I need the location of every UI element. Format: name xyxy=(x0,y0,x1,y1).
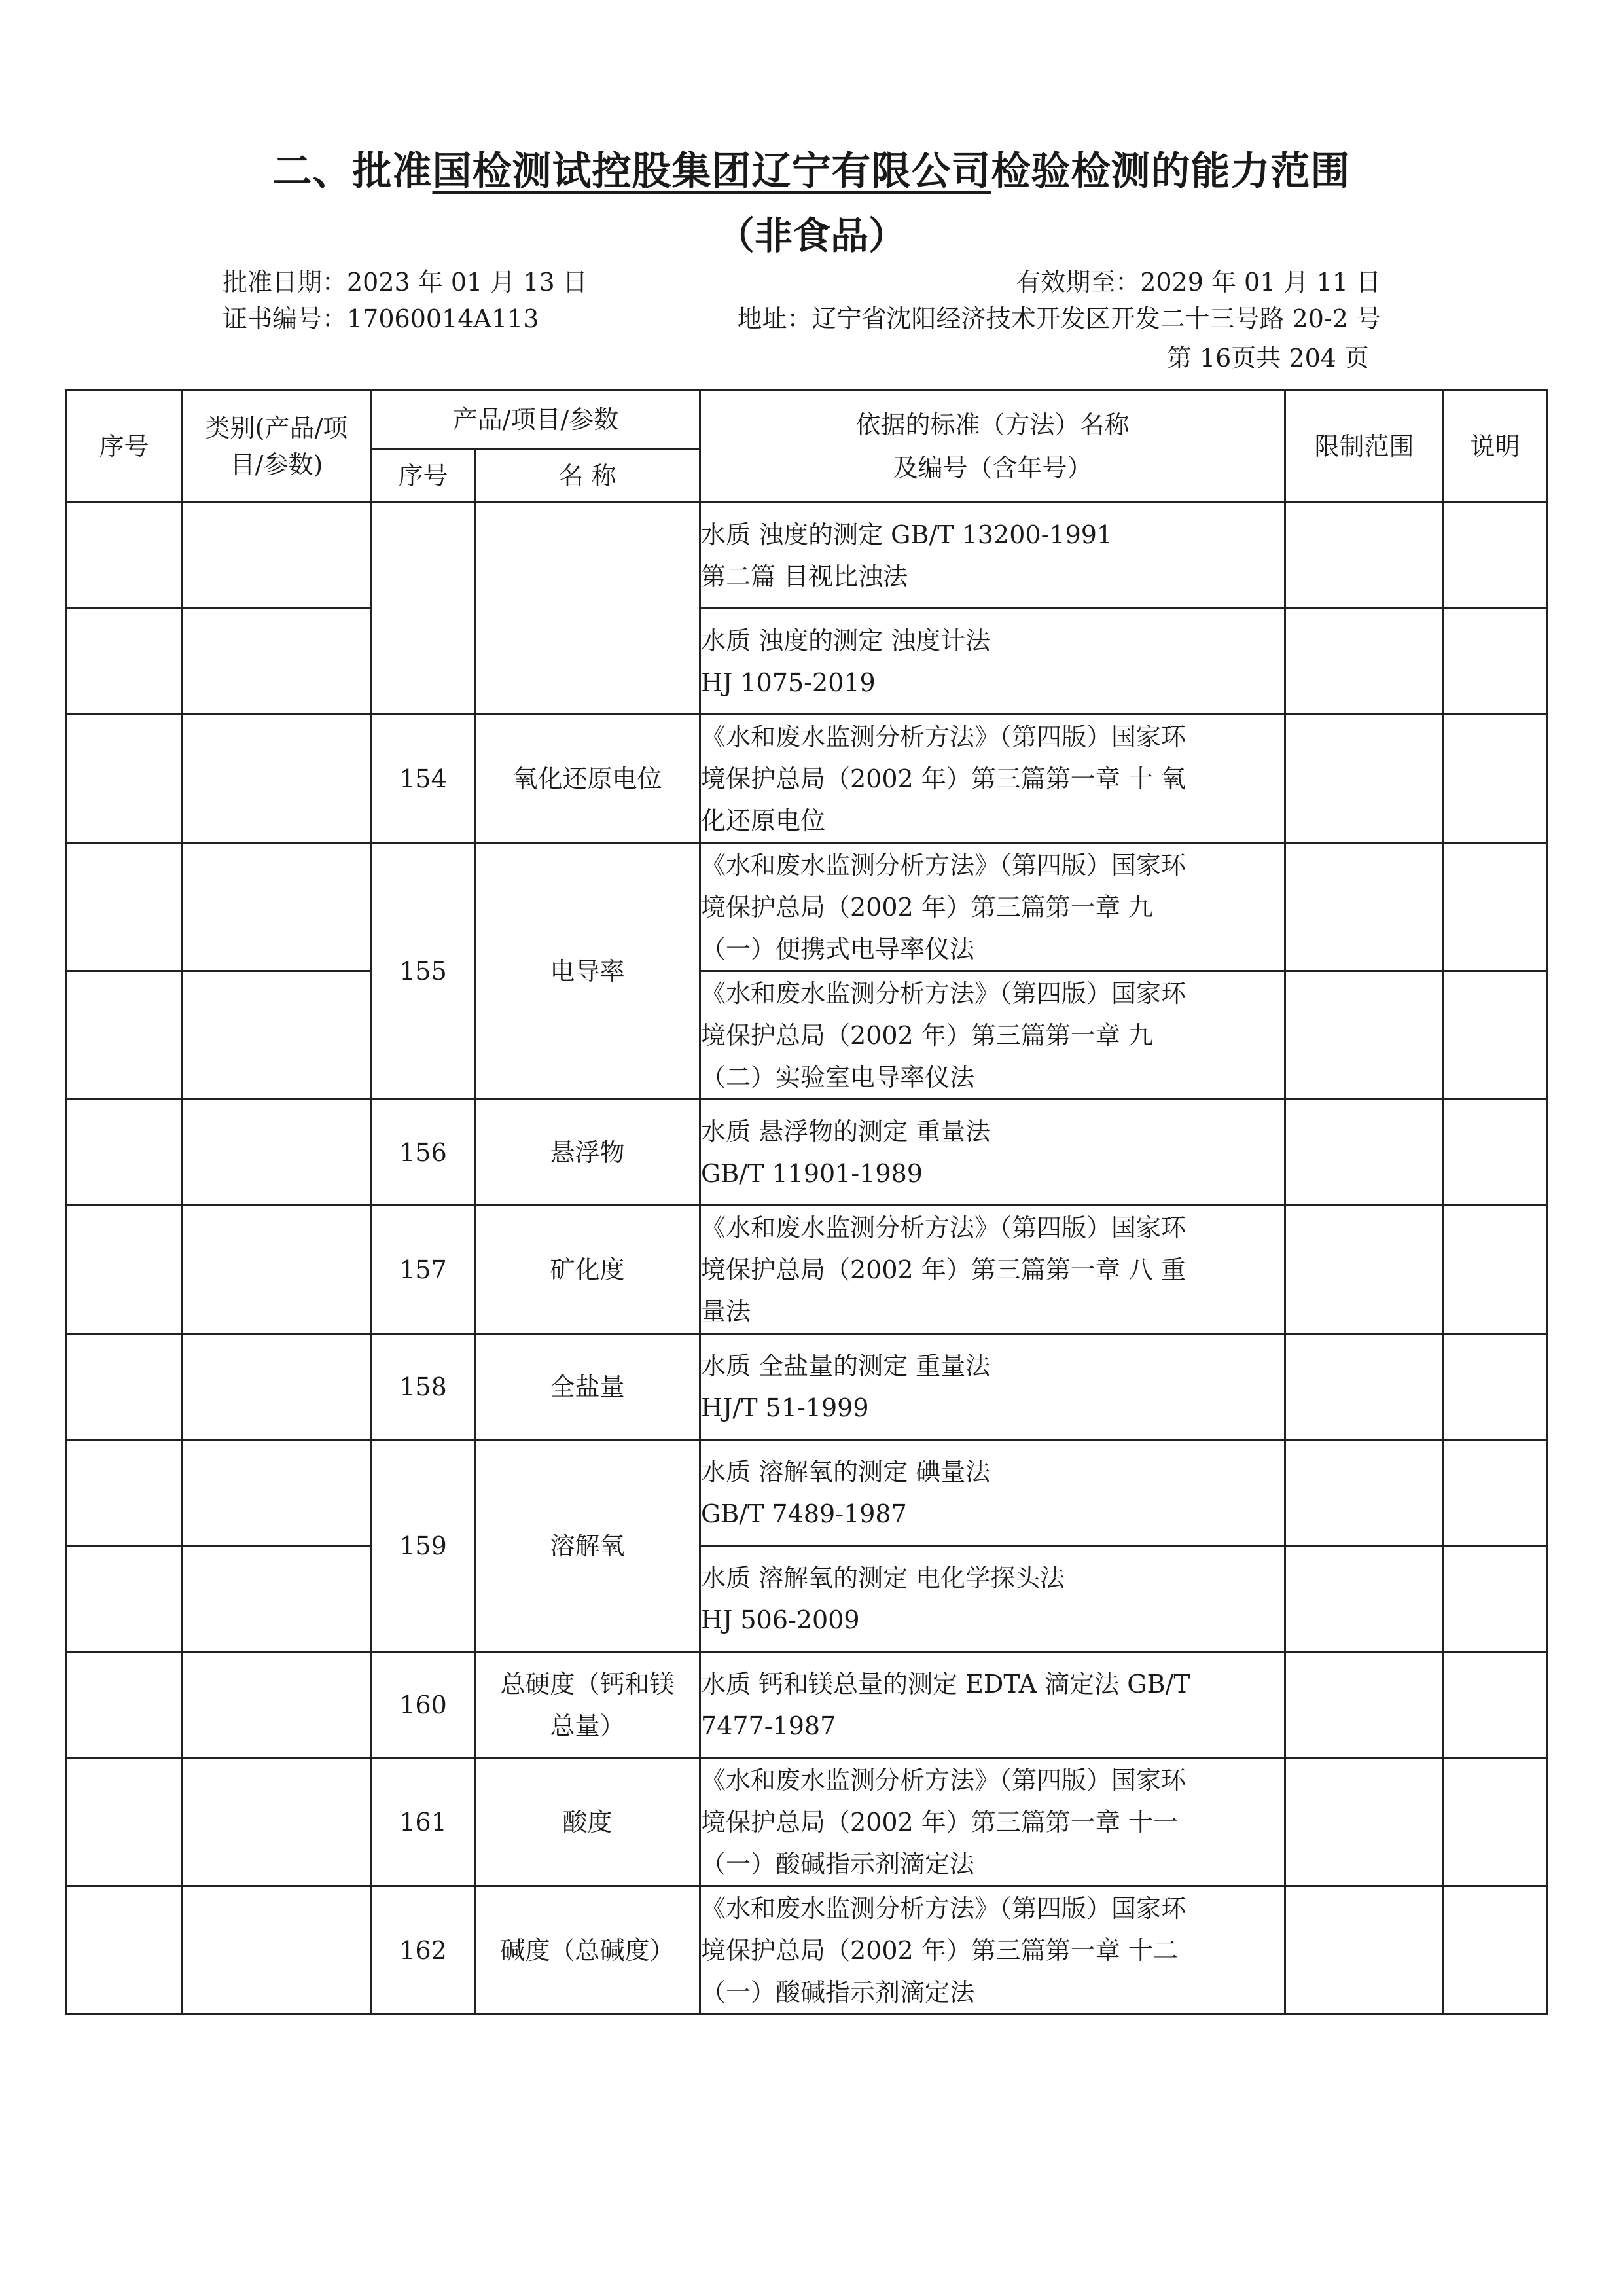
limit-cell xyxy=(1285,715,1444,843)
item-name xyxy=(475,1652,700,1758)
standard-cell xyxy=(700,1758,1285,1886)
limit-cell xyxy=(1285,609,1444,715)
header-note: 说明 xyxy=(1444,390,1547,503)
limit-cell xyxy=(1285,1100,1444,1206)
item-name xyxy=(475,1758,700,1886)
seq-cell xyxy=(67,1100,182,1206)
note-cell xyxy=(1444,971,1547,1100)
category-cell xyxy=(182,843,372,971)
limit-cell xyxy=(1285,1546,1444,1652)
page-title xyxy=(0,145,1623,198)
item-number: 158 xyxy=(372,1334,475,1440)
title-prefix: 二、批准 xyxy=(272,149,433,194)
item-name-line: 总硬度（钙和镁 xyxy=(500,1669,675,1698)
standard-line: 量法 xyxy=(701,1297,751,1326)
header-standard xyxy=(700,390,1285,503)
category-cell xyxy=(182,1886,372,2015)
seq-cell xyxy=(67,971,182,1100)
standard-line: 境保护总局（2002 年）第三篇第一章 九 xyxy=(701,1020,1153,1050)
note-cell xyxy=(1444,503,1547,609)
item-number: 162 xyxy=(372,1886,475,2015)
page-subtitle: （非食品） xyxy=(716,213,906,258)
standard-line: 水质 全盐量的测定 重量法 xyxy=(701,1351,991,1380)
table-row xyxy=(67,1758,1547,1886)
seq-cell xyxy=(67,609,182,715)
standard-line: 境保护总局（2002 年）第三篇第一章 八 重 xyxy=(701,1255,1186,1284)
table-row xyxy=(67,715,1547,843)
table-body xyxy=(67,503,1547,2015)
item-name xyxy=(475,503,700,715)
page-number: 第 16页共 204 页 xyxy=(1166,344,1369,372)
category-cell xyxy=(182,503,372,609)
limit-cell xyxy=(1285,1758,1444,1886)
item-number: 156 xyxy=(372,1100,475,1206)
item-name xyxy=(475,1100,700,1206)
standard-cell xyxy=(700,1440,1285,1546)
note-cell xyxy=(1444,843,1547,971)
standard-line: 《水和废水监测分析方法》（第四版）国家环 xyxy=(701,1765,1186,1795)
note-cell xyxy=(1444,1334,1547,1440)
table-row xyxy=(67,843,1547,971)
seq-cell xyxy=(67,1758,182,1886)
title-suffix: 检验检测的能力范围 xyxy=(991,149,1351,194)
standard-cell xyxy=(700,1652,1285,1758)
approval-date: 批准日期：2023 年 01 月 13 日 xyxy=(223,268,588,296)
item-name xyxy=(475,1440,700,1652)
standard-line: （二）实验室电导率仪法 xyxy=(701,1062,975,1092)
standard-line: 第二篇 目视比浊法 xyxy=(701,562,908,591)
seq-cell xyxy=(67,1886,182,2015)
item-number: 155 xyxy=(372,843,475,1100)
item-number: 154 xyxy=(372,715,475,843)
item-name-text: 溶解氧 xyxy=(550,1531,625,1560)
standard-line: 水质 浊度的测定 GB/T 13200-1991 xyxy=(701,520,1113,549)
note-cell xyxy=(1444,1886,1547,2015)
seq-cell xyxy=(67,1652,182,1758)
standard-line: 境保护总局（2002 年）第三篇第一章 十 氧 xyxy=(701,764,1186,793)
header-limit: 限制范围 xyxy=(1285,390,1444,503)
table-row xyxy=(67,1652,1547,1758)
item-name-line: 总量） xyxy=(550,1711,625,1740)
seq-cell xyxy=(67,1440,182,1546)
item-number: 159 xyxy=(372,1440,475,1652)
item-name-text: 酸度 xyxy=(562,1807,613,1837)
capability-scope-table xyxy=(65,389,1548,2015)
item-name-text: 全盐量 xyxy=(550,1372,625,1401)
table-row xyxy=(67,503,1547,609)
standard-cell xyxy=(700,1100,1285,1206)
item-name-text: 电导率 xyxy=(550,956,625,986)
category-cell xyxy=(182,1546,372,1652)
item-name xyxy=(475,843,700,1100)
table-row xyxy=(67,609,1547,715)
standard-line: 水质 浊度的测定 浊度计法 xyxy=(701,626,991,655)
item-name xyxy=(475,1206,700,1334)
standard-line: GB/T 11901-1989 xyxy=(701,1158,923,1188)
header-standard-line1: 依据的标准（方法）名称 xyxy=(855,410,1130,439)
note-cell xyxy=(1444,1546,1547,1652)
title-organization: 国检测试控股集团辽宁有限公司 xyxy=(432,149,991,194)
category-cell xyxy=(182,1334,372,1440)
standard-line: 境保护总局（2002 年）第三篇第一章 十二 xyxy=(701,1935,1178,1965)
standard-line: 《水和废水监测分析方法》（第四版）国家环 xyxy=(701,1213,1186,1242)
table-row xyxy=(67,1440,1547,1546)
category-cell xyxy=(182,971,372,1100)
standard-line: 7477-1987 xyxy=(701,1711,836,1740)
standard-line: 《水和废水监测分析方法》（第四版）国家环 xyxy=(701,978,1186,1008)
standard-line: 《水和废水监测分析方法》（第四版）国家环 xyxy=(701,722,1186,751)
standard-cell xyxy=(700,1886,1285,2015)
category-cell xyxy=(182,1652,372,1758)
item-name xyxy=(475,1886,700,2015)
limit-cell xyxy=(1285,971,1444,1100)
seq-cell xyxy=(67,715,182,843)
header-standard-line2: 及编号（含年号） xyxy=(893,453,1092,482)
standard-line: HJ 506-2009 xyxy=(701,1605,860,1634)
note-cell xyxy=(1444,1206,1547,1334)
category-cell xyxy=(182,1440,372,1546)
standard-cell xyxy=(700,1334,1285,1440)
standard-line: 《水和废水监测分析方法》（第四版）国家环 xyxy=(701,850,1186,880)
standard-cell xyxy=(700,609,1285,715)
table-row xyxy=(67,1546,1547,1652)
item-name-text: 矿化度 xyxy=(550,1255,625,1284)
standard-cell xyxy=(700,1546,1285,1652)
standard-cell xyxy=(700,715,1285,843)
limit-cell xyxy=(1285,1652,1444,1758)
table-row xyxy=(67,971,1547,1100)
limit-cell xyxy=(1285,1206,1444,1334)
standard-line: （一）酸碱指示剂滴定法 xyxy=(701,1849,975,1878)
table-row xyxy=(67,1334,1547,1440)
standard-line: 化还原电位 xyxy=(701,806,826,835)
header-category-text: 类别(产品/项目/参数) xyxy=(205,413,348,479)
standard-cell xyxy=(700,971,1285,1100)
header-product-group: 产品/项目/参数 xyxy=(372,390,700,449)
standard-line: 境保护总局（2002 年）第三篇第一章 九 xyxy=(701,892,1153,922)
standard-cell xyxy=(700,503,1285,609)
standard-line: 《水和废水监测分析方法》（第四版）国家环 xyxy=(701,1893,1186,1923)
note-cell xyxy=(1444,1440,1547,1546)
header-item-name: 名 称 xyxy=(475,449,700,503)
seq-cell xyxy=(67,843,182,971)
header-item-no: 序号 xyxy=(372,449,475,503)
item-name-text: 碱度（总碱度） xyxy=(500,1935,675,1965)
limit-cell xyxy=(1285,1440,1444,1546)
item-name-text: 氧化还原电位 xyxy=(512,764,662,793)
limit-cell xyxy=(1285,1886,1444,2015)
note-cell xyxy=(1444,1652,1547,1758)
item-number: 160 xyxy=(372,1652,475,1758)
standard-line: 水质 悬浮物的测定 重量法 xyxy=(701,1117,991,1146)
header-seq: 序号 xyxy=(67,390,182,503)
category-cell xyxy=(182,1758,372,1886)
limit-cell xyxy=(1285,503,1444,609)
limit-cell xyxy=(1285,1334,1444,1440)
note-cell xyxy=(1444,1758,1547,1886)
table-row xyxy=(67,1206,1547,1334)
standard-line: 水质 溶解氧的测定 电化学探头法 xyxy=(701,1563,1065,1592)
certificate-number: 证书编号：17060014A113 xyxy=(223,304,539,333)
item-name-text: 悬浮物 xyxy=(550,1138,625,1167)
address: 地址：辽宁省沈阳经济技术开发区开发二十三号路 20-2 号 xyxy=(737,304,1381,333)
table-row xyxy=(67,1100,1547,1206)
standard-line: （一）便携式电导率仪法 xyxy=(701,934,975,963)
item-number: 161 xyxy=(372,1758,475,1886)
note-cell xyxy=(1444,1100,1547,1206)
note-cell xyxy=(1444,609,1547,715)
category-cell xyxy=(182,1100,372,1206)
standard-line: GB/T 7489-1987 xyxy=(701,1499,907,1528)
standard-line: 水质 钙和镁总量的测定 EDTA 滴定法 GB/T xyxy=(701,1669,1190,1698)
seq-cell xyxy=(67,1546,182,1652)
table-row xyxy=(67,1886,1547,2015)
note-cell xyxy=(1444,715,1547,843)
category-cell xyxy=(182,1206,372,1334)
standard-line: HJ/T 51-1999 xyxy=(701,1393,869,1422)
item-name xyxy=(475,715,700,843)
standard-line: （一）酸碱指示剂滴定法 xyxy=(701,1977,975,2007)
standard-line: 水质 溶解氧的测定 碘量法 xyxy=(701,1457,991,1486)
valid-until: 有效期至：2029 年 01 月 11 日 xyxy=(1016,268,1381,296)
item-number xyxy=(372,503,475,715)
limit-cell xyxy=(1285,843,1444,971)
standard-cell xyxy=(700,1206,1285,1334)
item-number: 157 xyxy=(372,1206,475,1334)
item-name xyxy=(475,1334,700,1440)
category-cell xyxy=(182,609,372,715)
seq-cell xyxy=(67,1334,182,1440)
standard-line: 境保护总局（2002 年）第三篇第一章 十一 xyxy=(701,1807,1178,1837)
standard-line: HJ 1075-2019 xyxy=(701,668,876,697)
seq-cell xyxy=(67,1206,182,1334)
standard-cell xyxy=(700,843,1285,971)
category-cell xyxy=(182,715,372,843)
seq-cell xyxy=(67,503,182,609)
header-category xyxy=(182,390,372,503)
